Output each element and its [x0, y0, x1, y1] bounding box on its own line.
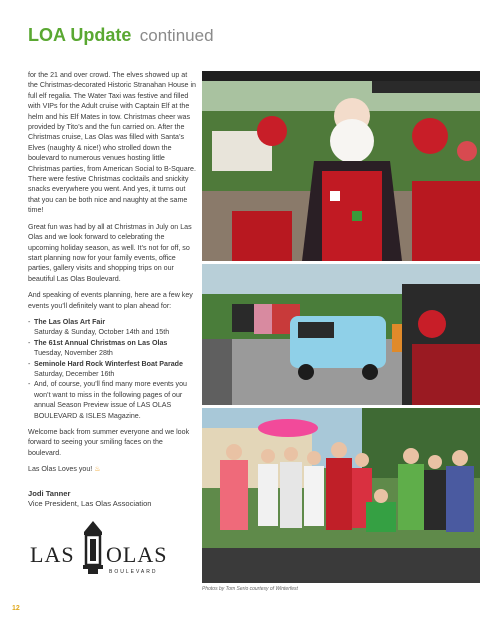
photo-credit: Photos by Tom Serio courtesy of Winterfest	[202, 586, 298, 592]
page-title: LOA Update	[28, 25, 132, 45]
event-item	[28, 317, 196, 338]
page-header	[28, 25, 214, 46]
event-list	[28, 317, 196, 421]
event-name: - The 61st Annual Christmas on Las Olas	[34, 338, 168, 347]
event-name: - Seminole Hard Rock Winterfest Boat Parade	[34, 359, 183, 368]
closing-line	[28, 464, 196, 474]
article-body	[28, 70, 196, 509]
event-date: Saturday, December 16th	[34, 369, 115, 378]
flame-icon: ♨	[94, 465, 101, 474]
event-more-text: And, of course, you’ll find many more events you won’t want to miss in the following pages of our annual Season Preview issue of LAS OLAS BOULEVARD & ISLES Magazine.	[34, 380, 187, 420]
event-item	[28, 338, 196, 359]
event-date: Tuesday, November 28th	[34, 349, 113, 358]
article-paragraph: And speaking of events planning, here are a few key events you’ll definitely want to plan ahead for:	[28, 291, 193, 310]
lantern-icon	[80, 520, 106, 576]
logo-word-left: LAS	[30, 542, 75, 567]
logo-subtitle: BOULEVARD	[109, 569, 158, 575]
page-number: 12	[12, 605, 20, 612]
event-item	[28, 379, 196, 421]
article-paragraph: Great fun was had by all at Christmas in July on Las Olas and we look forward to celebrating the upcoming holiday season, as well. It’s not for off, so start planning now for your family events, office parties, gallery visits and shopping trips on our beautiful Las Olas Boulevard.	[28, 222, 192, 283]
article-paragraph: Welcome back from summer everyone and we look forward to seeing your smiling faces on the boulevard.	[28, 428, 190, 457]
las-olas-logo	[30, 520, 168, 580]
signer-name: Jodi Tanner	[28, 488, 71, 498]
photo-group	[202, 408, 480, 583]
event-date: Saturday & Sunday, October 14th and 15th	[34, 328, 170, 337]
closing-text: Las Olas Loves you!	[28, 465, 93, 474]
signer-title: Vice President, Las Olas Association	[28, 499, 152, 509]
event-name: - The Las Olas Art Fair	[34, 317, 106, 326]
event-item	[28, 359, 196, 380]
article-paragraph: for the 21 and over crowd. The elves showed up at the Christmas-decorated Historic Stranahan House in full elf regalia. The Water Taxi was festive and filled with VIPs for the Adult cruise with Captain Elf at the helm and his Elf Mates in tow. Christmas cheer was provided by Tito’s and the fun carried on. After the Christmas cruise, Las Olas was filled with Santa’s Elves (naughty & nice!) who strolled down the boulevard to numerous venues hosting little Christmas parties, from American Social to B-Square. There were festive Christmas cocktails and snickity snacks everywhere you went. And yes, it turns out that you can be both nice and naughty at the same time!	[28, 71, 196, 215]
photo-santa-golf-cart	[202, 71, 480, 261]
photo-parade-cars	[202, 264, 480, 405]
page-title-continued: continued	[139, 26, 214, 45]
logo-word-right: OLAS	[106, 542, 168, 567]
